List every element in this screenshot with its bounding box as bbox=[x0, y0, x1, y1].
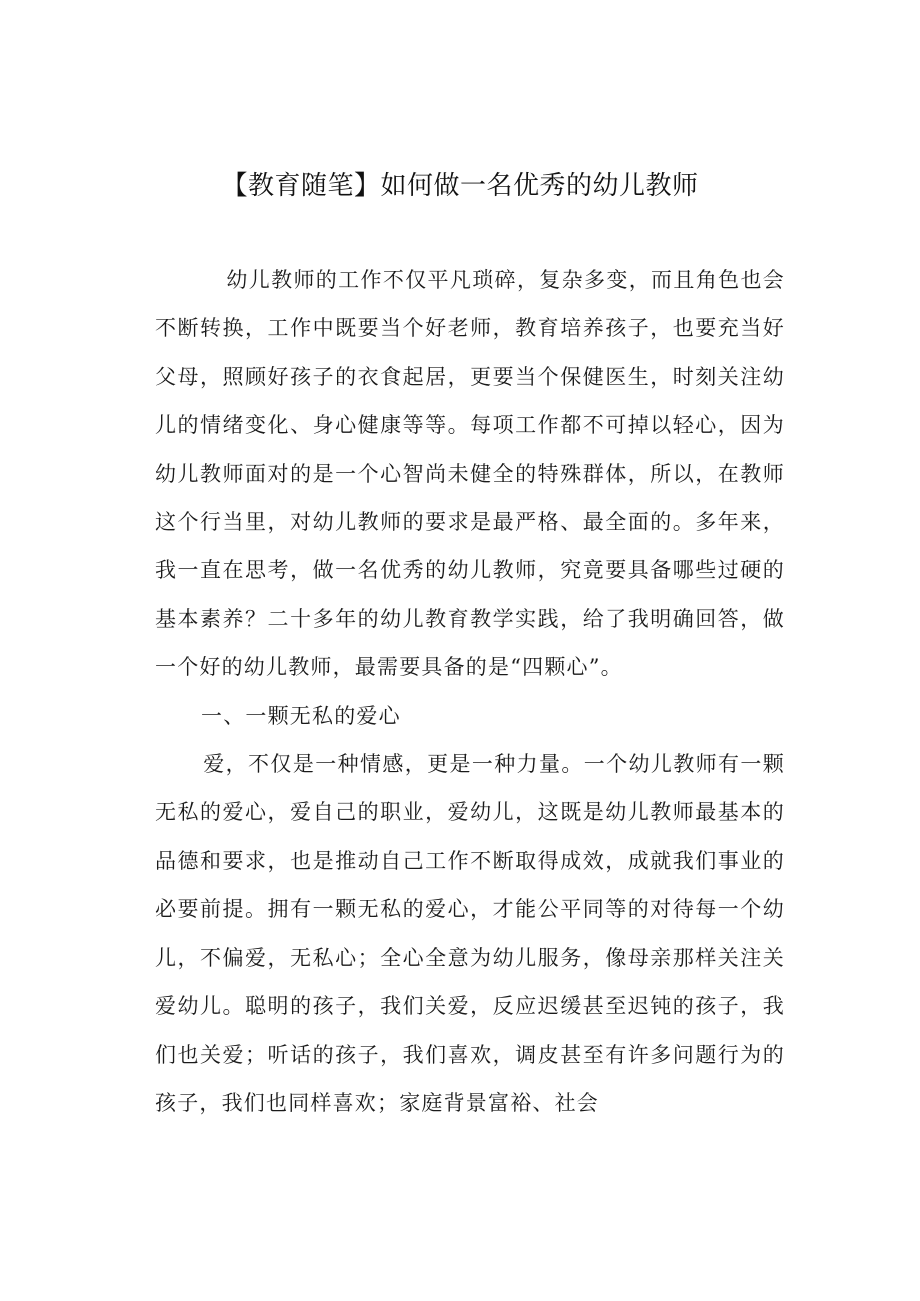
document-title: 【教育随笔】如何做一名优秀的幼儿教师 bbox=[221, 171, 699, 201]
document-body bbox=[155, 256, 785, 1127]
body-paragraph: 爱，不仅是一种情感，更是一种力量。一个幼儿教师有一颗无私的爱心，爱自己的职业，爱幼儿，这既是幼儿教师最基本的品德和要求，也是推动自己工作不断取得成效，成就我们事业的必要前提。拥有一颗无私的爱心，才能公平同等的对待每一个幼儿，不偏爱，无私心；全心全意为幼儿服务，像母亲那样关注关爱幼儿。聪明的孩子，我们关爱，反应迟缓甚至迟钝的孩子，我们也关爱；听话的孩子，我们喜欢，调皮甚至有许多问题行为的孩子，我们也同样喜欢；家庭背景富裕、社会 bbox=[155, 752, 785, 1115]
intro-paragraph: 幼儿教师的工作不仅平凡琐碎，复杂多变，而且角色也会不断转换，工作中既要当个好老师，教育培养孩子，也要充当好父母，照顾好孩子的衣食起居，更要当个保健医生，时刻关注幼儿的情绪变化、身心健康等等。每项工作都不可掉以轻心，因为幼儿教师面对的是一个心智尚未健全的特殊群体，所以，在教师这个行当里，对幼儿教师的要求是最严格、最全面的。多年来，我一直在思考，做一名优秀的幼儿教师，究竟要具备哪些过硬的基本素养？二十多年的幼儿教育教学实践，给了我明确回答，做一个好的幼儿教师，最需要具备的是“四颗心”。 bbox=[155, 268, 785, 680]
section-heading: 一、一颗无私的爱心 bbox=[201, 703, 401, 728]
